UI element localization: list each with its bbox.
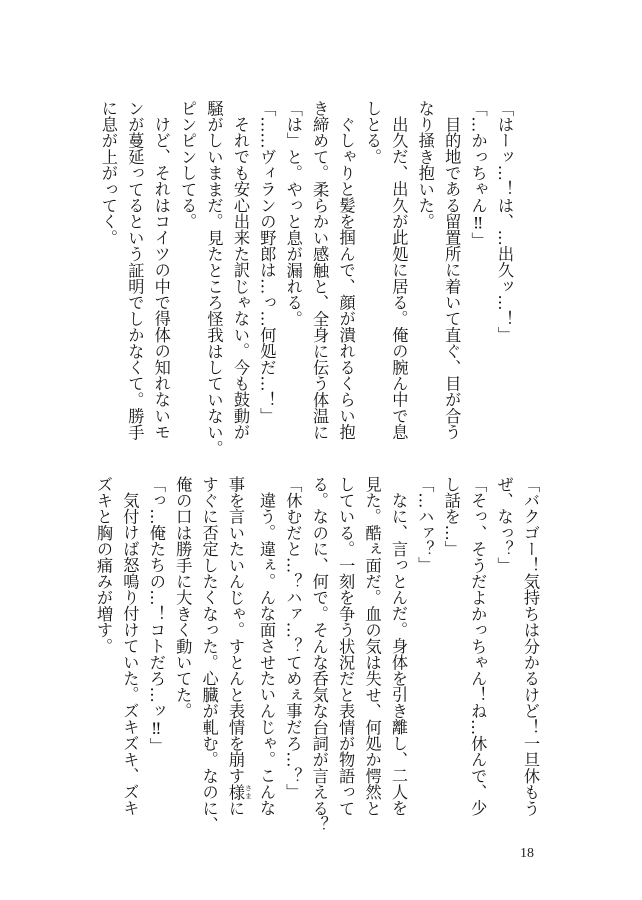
text-line: き締めて。柔らかい感触と、全身に伝う体温に (310, 100, 330, 441)
text-line: 「そっ、そうだよかっちゃん！ね…休んで、少 (468, 476, 488, 817)
text-line: 出久だ、出久が此処に居る。俺の腕ん中で息 (389, 116, 409, 441)
text-line: 目的地である留置所に着いて直ぐ、目が合う (442, 116, 462, 441)
text-line: それでも安心出来た訳じゃない。今も鼓動が (230, 116, 250, 441)
line-segment: に (226, 800, 246, 817)
text-line: 「っ…俺たちの…！コトだろ…ッ‼」 (146, 476, 166, 755)
text-line: 見た。酷ぇ面だ。血の気は失せ、何処か愕然と (362, 476, 382, 817)
text-line: ンが蔓延ってるという証明でしかなくて。勝手 (125, 100, 145, 441)
text-line: 「はーッ…！は、…出久ッ…！」 (495, 100, 514, 343)
text-line: 「バクゴー！気持ちは分かるけど！一旦休もう (521, 476, 540, 817)
text-line: に息が上がってく。 (98, 100, 118, 246)
lower-tier-text (90, 476, 543, 834)
text-line: 違う。違ぇ。んな面させたいんじゃ。こんな (256, 492, 276, 817)
text-line: 「休むだと…？ハァ…？てめぇ事だろ…？」 (283, 476, 303, 800)
text-line: ピンピンしてる。 (178, 100, 198, 230)
text-line: 「…かっちゃん‼」 (468, 100, 488, 249)
text-line-with-ruby (222, 476, 253, 834)
text-line: ぜ、なっ？」 (494, 476, 514, 574)
line-segment: 事を言いたいんじゃ。すとんと表情を崩す (226, 476, 246, 784)
text-line: けど、それはコイツの中で得体の知れないモ (151, 116, 171, 441)
text-line: している。一刻を争う状況だと表情が物語って (336, 476, 356, 817)
text-line: ぐしゃりと髪を掴んで、顔が潰れるくらい抱 (336, 116, 356, 441)
text-line: 俺の口は勝手に大きく動いてた。 (173, 476, 193, 719)
text-line: なに、言っとんだ。身体を引き離し、二人を (388, 492, 408, 817)
upper-tier-text (95, 100, 518, 458)
text-line: ズキと胸の痛みが増す。 (94, 476, 113, 655)
text-line: 「は」と。やっと息が漏れる。 (283, 100, 303, 327)
text-line: 「…ハァ？」 (415, 476, 435, 574)
text-line: 気付けば怒鳴り付けていた。ズキズキ、ズキ (120, 492, 140, 817)
text-line: 騒がしいままだ。見たところ怪我はしていない。 (204, 100, 224, 457)
text-line: 「……ヴィランの野郎は…っ…何処だ…！」 (257, 100, 277, 424)
page-number: 18 (520, 846, 534, 861)
ruby-reading: さま (244, 783, 253, 801)
text-line: すぐに否定したくなった。心臓が軋む。なのに、 (199, 476, 219, 833)
ruby-annotation (226, 783, 253, 801)
text-line: る。なのに、何で。そんな呑気な台詞が言える？ (309, 476, 329, 833)
text-line: なり掻き抱いた。 (415, 100, 435, 230)
ruby-base: 様 (226, 783, 246, 801)
text-line: し話を…」 (441, 476, 461, 557)
text-line: しとる。 (362, 100, 382, 165)
